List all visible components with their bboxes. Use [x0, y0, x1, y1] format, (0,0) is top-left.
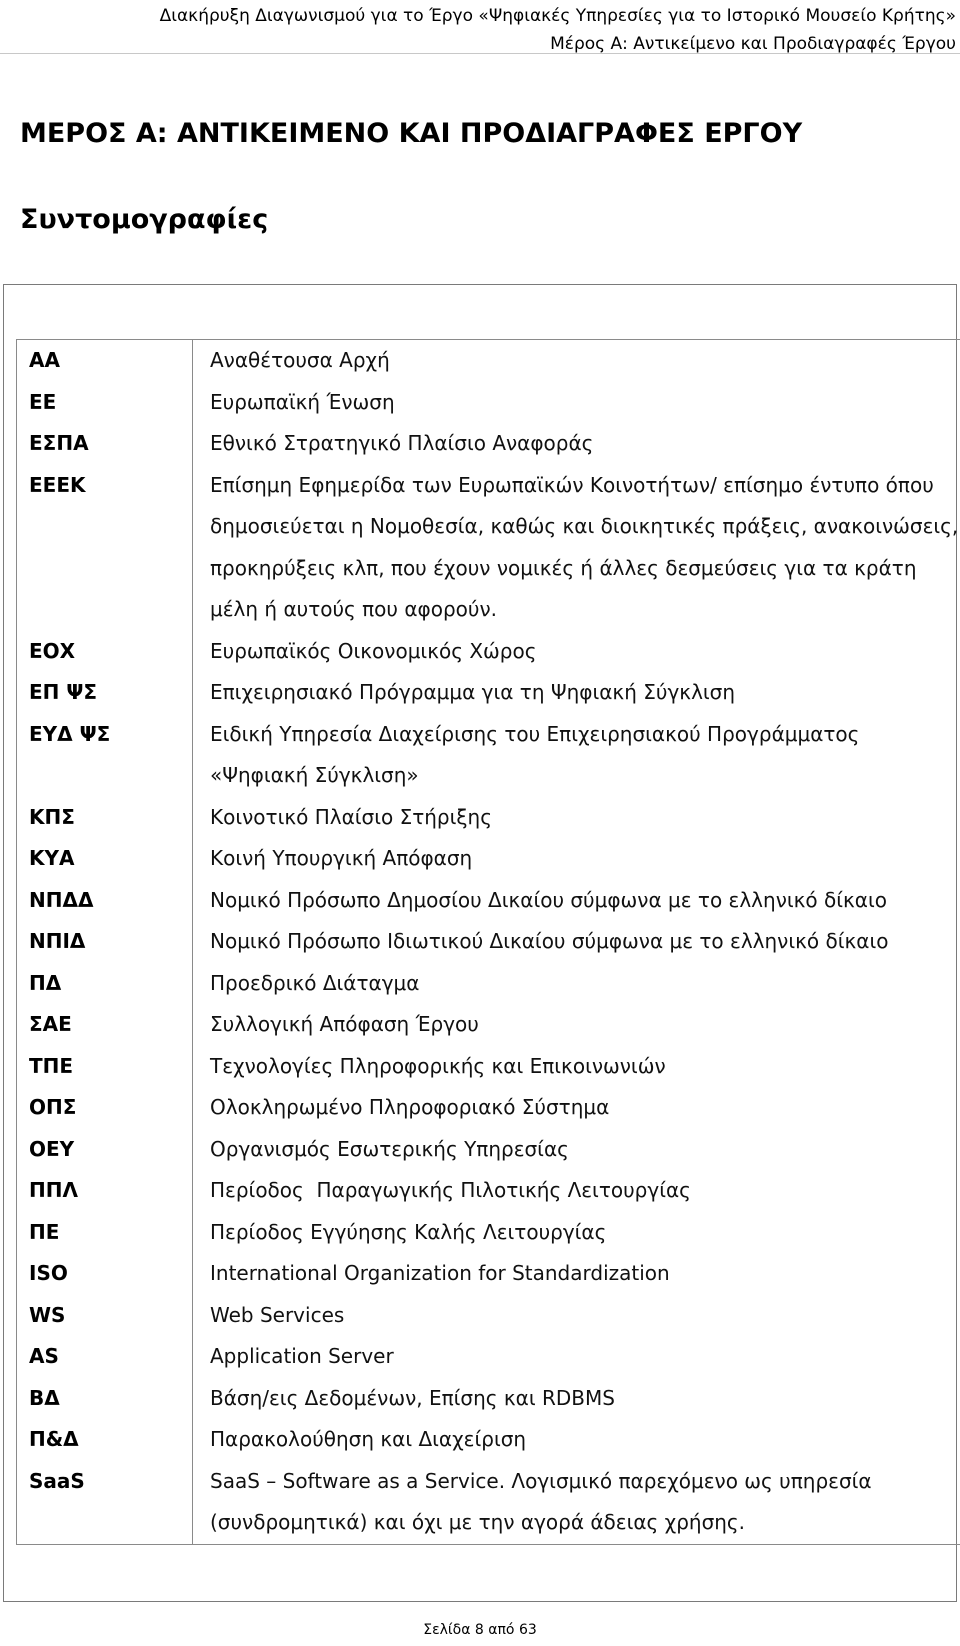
abbreviation-code: ΕΠ ΨΣ	[17, 672, 193, 714]
table-row	[17, 921, 960, 963]
abbreviation-code: ΚΠΣ	[17, 797, 193, 839]
abbreviation-meaning: Βάση/εις Δεδομένων, Επίσης και RDBMS	[193, 1378, 960, 1420]
abbreviation-meaning: Περίοδος Εγγύησης Καλής Λειτουργίας	[193, 1212, 960, 1254]
abbreviation-meaning: SaaS – Software as a Service. Λογισμικό παρεχόμενο ως υπηρεσία (συνδρομητικά) και όχι με την αγορά άδειας χρήσης.	[193, 1461, 960, 1545]
abbreviation-code: SaaS	[17, 1461, 193, 1545]
table-row	[17, 631, 960, 673]
table-row	[17, 1419, 960, 1461]
abbreviation-meaning: Νομικό Πρόσωπο Δημοσίου Δικαίου σύμφωνα με το ελληνικό δίκαιο	[193, 880, 960, 922]
abbreviation-meaning: Ειδική Υπηρεσία Διαχείρισης του Επιχειρησιακού Προγράμματος «Ψηφιακή Σύγκλιση»	[193, 714, 960, 797]
header-document-title: Διακήρυξη Διαγωνισμού για το Έργο «Ψηφιακές Υπηρεσίες για το Ιστορικό Μουσείο Κρήτης»	[159, 6, 956, 26]
abbreviation-meaning: Αναθέτουσα Αρχή	[193, 340, 960, 382]
running-header	[26, 0, 956, 58]
table-row	[17, 1004, 960, 1046]
table-row	[17, 1378, 960, 1420]
section-title: Συντομογραφίες	[20, 204, 269, 235]
abbreviation-meaning: Κοινή Υπουργική Απόφαση	[193, 838, 960, 880]
abbreviation-meaning: Επιχειρησιακό Πρόγραμμα για τη Ψηφιακή Σύγκλιση	[193, 672, 960, 714]
abbreviation-code: WS	[17, 1295, 193, 1337]
abbreviation-meaning: Ευρωπαϊκός Οικονομικός Χώρος	[193, 631, 960, 673]
table-row	[17, 382, 960, 424]
abbreviation-code: ΕΟΧ	[17, 631, 193, 673]
abbreviation-meaning: Συλλογική Απόφαση Έργου	[193, 1004, 960, 1046]
abbreviation-meaning: Επίσημη Εφημερίδα των Ευρωπαϊκών Κοινοτήτων/ επίσημο έντυπο όπου δημοσιεύεται η Νομοθεσία, καθώς και διοικητικές πράξεις, ανακοινώσεις, προκηρύξεις κλπ, που έχουν νομικές ή άλλες δεσμεύσεις για τα κράτη μέλη ή αυτούς που αφορούν.	[193, 465, 960, 631]
abbreviation-code: ΠΕ	[17, 1212, 193, 1254]
table-row	[17, 423, 960, 465]
abbreviation-code: ΟΕΥ	[17, 1129, 193, 1171]
abbreviation-code: ΚΥΑ	[17, 838, 193, 880]
abbreviations-table	[16, 339, 960, 1545]
table-row	[17, 1336, 960, 1378]
header-section-title: Μέρος Α: Αντικείμενο και Προδιαγραφές Έργου	[550, 34, 956, 54]
table-row	[17, 714, 960, 797]
abbreviation-code: ISO	[17, 1253, 193, 1295]
abbreviation-code: ΒΔ	[17, 1378, 193, 1420]
abbreviation-code: ΝΠΔΔ	[17, 880, 193, 922]
abbreviation-meaning: Περίοδος Παραγωγικής Πιλοτικής Λειτουργίας	[193, 1170, 960, 1212]
table-row	[17, 1087, 960, 1129]
page-number: Σελίδα 8 από 63	[423, 1622, 537, 1638]
abbreviation-code: ΠΠΛ	[17, 1170, 193, 1212]
abbreviation-code: ΠΔ	[17, 963, 193, 1005]
table-row	[17, 797, 960, 839]
abbreviation-code: ΕΣΠΑ	[17, 423, 193, 465]
abbreviation-code: ΣΑΕ	[17, 1004, 193, 1046]
table-row	[17, 1129, 960, 1171]
abbreviation-meaning: Παρακολούθηση και Διαχείριση	[193, 1419, 960, 1461]
abbreviation-meaning: Οργανισμός Εσωτερικής Υπηρεσίας	[193, 1129, 960, 1171]
table-row	[17, 838, 960, 880]
table-row	[17, 465, 960, 631]
table-row	[17, 1295, 960, 1337]
header-divider	[0, 53, 960, 54]
abbreviation-meaning: Νομικό Πρόσωπο Ιδιωτικού Δικαίου σύμφωνα με το ελληνικό δίκαιο	[193, 921, 960, 963]
abbreviation-meaning: Προεδρικό Διάταγμα	[193, 963, 960, 1005]
abbreviation-code: ΑΑ	[17, 340, 193, 382]
abbreviation-code: ΤΠΕ	[17, 1046, 193, 1088]
abbreviation-meaning: Εθνικό Στρατηγικό Πλαίσιο Αναφοράς	[193, 423, 960, 465]
abbreviation-code: ΝΠΙΔ	[17, 921, 193, 963]
abbreviation-meaning: Κοινοτικό Πλαίσιο Στήριξης	[193, 797, 960, 839]
table-row	[17, 1170, 960, 1212]
part-title: ΜΕΡΟΣ Α: ΑΝΤΙΚΕΙΜΕΝΟ ΚΑΙ ΠΡΟΔΙΑΓΡΑΦΕΣ ΕΡΓΟΥ	[20, 118, 803, 149]
table-row	[17, 340, 960, 382]
abbreviation-code: ΟΠΣ	[17, 1087, 193, 1129]
table-row	[17, 672, 960, 714]
abbreviation-meaning: Ολοκληρωμένο Πληροφοριακό Σύστημα	[193, 1087, 960, 1129]
table-row	[17, 1046, 960, 1088]
table-row	[17, 1253, 960, 1295]
table-row	[17, 1212, 960, 1254]
abbreviation-meaning: Application Server	[193, 1336, 960, 1378]
table-row	[17, 1461, 960, 1545]
table-row	[17, 880, 960, 922]
abbreviation-meaning: Τεχνολογίες Πληροφορικής και Επικοινωνιών	[193, 1046, 960, 1088]
abbreviation-code: Π&Δ	[17, 1419, 193, 1461]
abbreviation-meaning: International Organization for Standardization	[193, 1253, 960, 1295]
abbreviation-meaning: Ευρωπαϊκή Ένωση	[193, 382, 960, 424]
abbreviation-code: ΕΕ	[17, 382, 193, 424]
abbreviation-meaning: Web Services	[193, 1295, 960, 1337]
abbreviation-code: ΕΥΔ ΨΣ	[17, 714, 193, 797]
abbreviation-code: ΕΕΕΚ	[17, 465, 193, 631]
table-row	[17, 963, 960, 1005]
abbreviation-code: AS	[17, 1336, 193, 1378]
